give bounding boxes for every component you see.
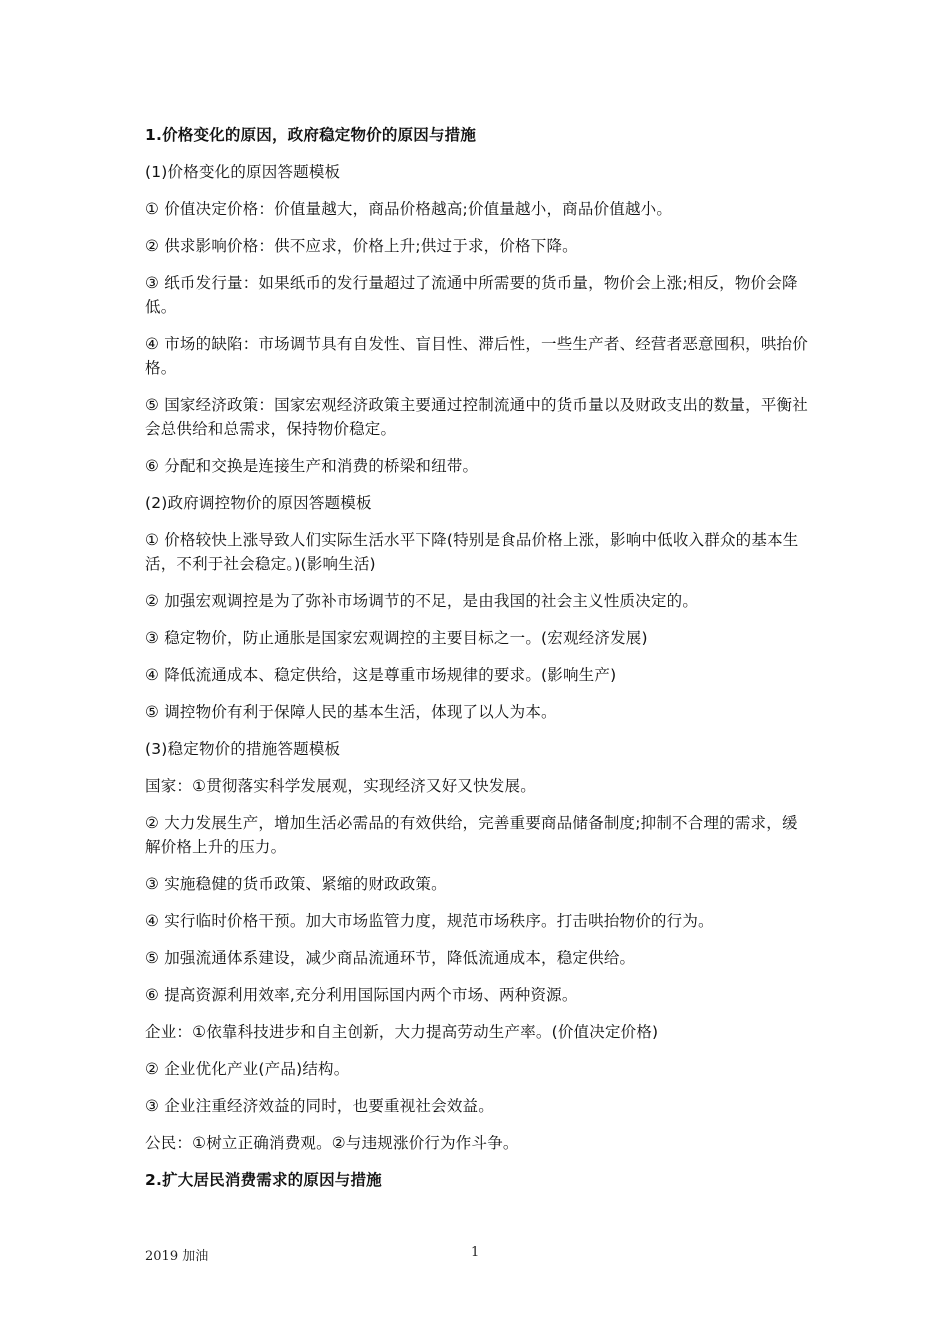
section-heading: 2.扩大居民消费需求的原因与措施 bbox=[145, 1171, 382, 1189]
paragraph: ① 价格较快上涨导致人们实际生活水平下降(特别是食品价格上涨，影响中低收入群众的基本生活，不利于社会稳定。)(影响生活) bbox=[145, 531, 799, 573]
paragraph: ④ 降低流通成本、稳定供给，这是尊重市场规律的要求。(影响生产) bbox=[145, 666, 617, 684]
paragraph: ③ 企业注重经济效益的同时，也要重视社会效益。 bbox=[145, 1097, 494, 1115]
document-body bbox=[145, 123, 810, 1205]
page-number: 1 bbox=[471, 1245, 480, 1260]
paragraph: ② 企业优化产业(产品)结构。 bbox=[145, 1060, 350, 1078]
paragraph: ⑤ 加强流通体系建设，减少商品流通环节，降低流通成本，稳定供给。 bbox=[145, 949, 636, 967]
paragraph: ⑤ 调控物价有利于保障人民的基本生活，体现了以人为本。 bbox=[145, 703, 557, 721]
paragraph: ③ 纸币发行量：如果纸币的发行量超过了流通中所需要的货币量，物价会上涨;相反，物价会降低。 bbox=[145, 274, 798, 316]
paragraph: ② 大力发展生产，增加生活必需品的有效供给，完善重要商品储备制度;抑制不合理的需求，缓解价格上升的压力。 bbox=[145, 814, 798, 856]
section-heading: 1.价格变化的原因，政府稳定物价的原因与措施 bbox=[145, 126, 477, 144]
paragraph: ③ 稳定物价，防止通胀是国家宏观调控的主要目标之一。(宏观经济发展) bbox=[145, 629, 648, 647]
paragraph: ② 加强宏观调控是为了弥补市场调节的不足，是由我国的社会主义性质决定的。 bbox=[145, 592, 699, 610]
paragraph: ⑤ 国家经济政策：国家宏观经济政策主要通过控制流通中的货币量以及财政支出的数量，平衡社会总供给和总需求，保持物价稳定。 bbox=[145, 396, 808, 438]
paragraph: (2)政府调控物价的原因答题模板 bbox=[145, 494, 372, 512]
paragraph: ⑥ 分配和交换是连接生产和消费的桥梁和纽带。 bbox=[145, 457, 479, 475]
paragraph: 国家：①贯彻落实科学发展观，实现经济又好又快发展。 bbox=[145, 777, 536, 795]
paragraph: 公民：①树立正确消费观。②与违规涨价行为作斗争。 bbox=[145, 1134, 519, 1152]
paragraph: ④ 市场的缺陷：市场调节具有自发性、盲目性、滞后性，一些生产者、经营者恶意囤积，哄抬价格。 bbox=[145, 335, 808, 377]
paragraph: ④ 实行临时价格干预。加大市场监管力度，规范市场秩序。打击哄抬物价的行为。 bbox=[145, 912, 714, 930]
paragraph: (3)稳定物价的措施答题模板 bbox=[145, 740, 341, 758]
paragraph: (1)价格变化的原因答题模板 bbox=[145, 163, 341, 181]
paragraph: ⑥ 提高资源利用效率,充分利用国际国内两个市场、两种资源。 bbox=[145, 986, 578, 1004]
footer-text: 2019 加油 bbox=[145, 1249, 209, 1264]
paragraph: ② 供求影响价格：供不应求，价格上升;供过于求，价格下降。 bbox=[145, 237, 578, 255]
paragraph: 企业：①依靠科技进步和自主创新，大力提高劳动生产率。(价值决定价格) bbox=[145, 1023, 659, 1041]
paragraph: ③ 实施稳健的货币政策、紧缩的财政政策。 bbox=[145, 875, 447, 893]
paragraph: ① 价值决定价格：价值量越大，商品价格越高;价值量越小，商品价值越小。 bbox=[145, 200, 673, 218]
